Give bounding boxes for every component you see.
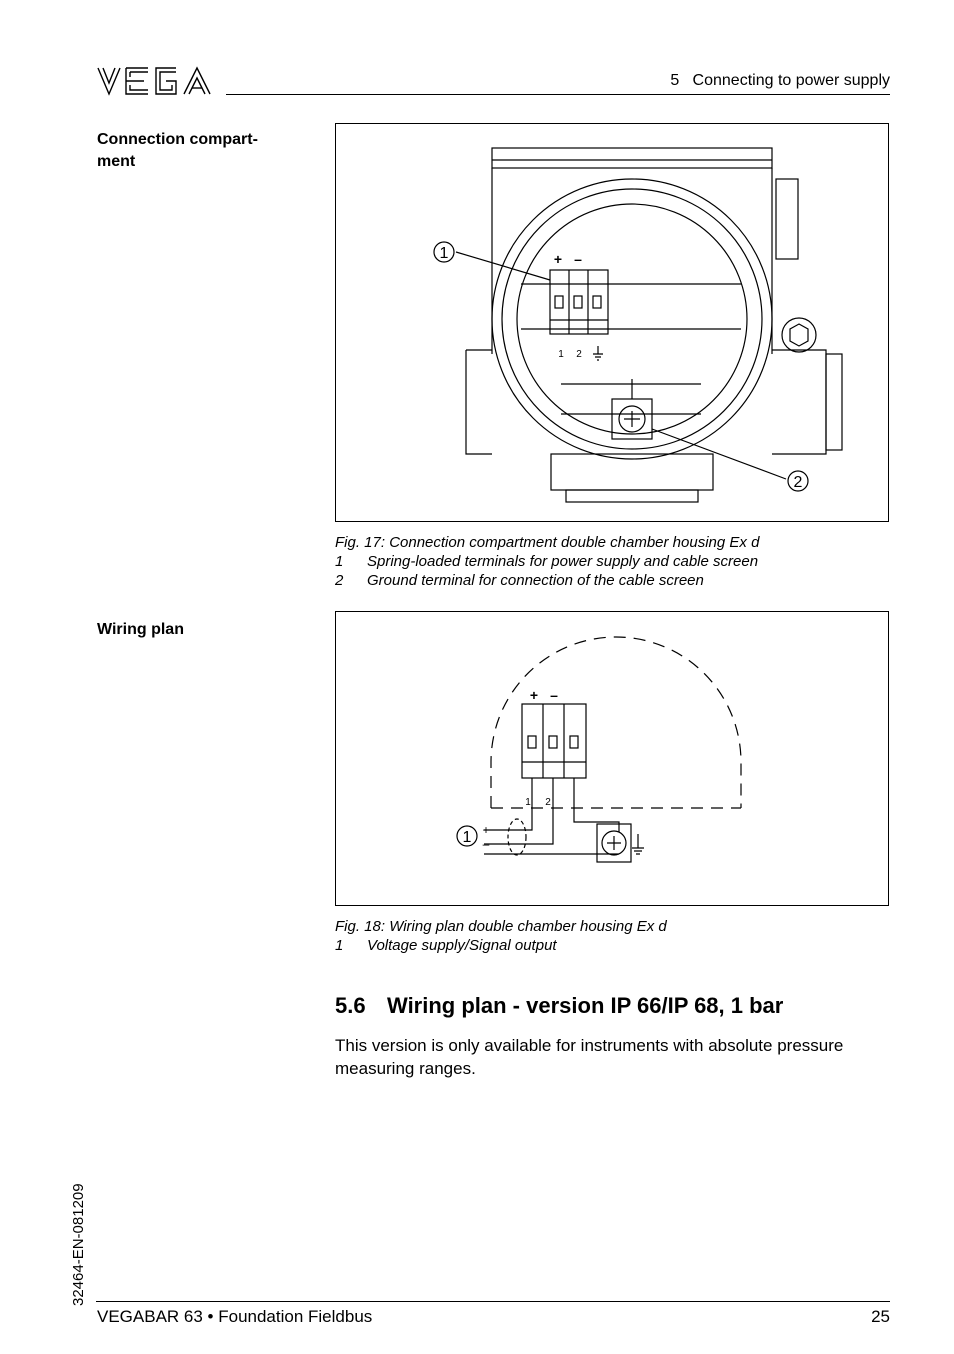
terminal-number-1: 1 [525, 797, 531, 808]
figure-17-legend-item: 1 Spring-loaded terminals for power supply and cable screen [335, 553, 759, 570]
figure-17-connection-compartment [335, 123, 889, 522]
section-number: 5.6 [335, 993, 366, 1018]
figure-18-caption: Fig. 18: Wiring plan double chamber housing Ex d [335, 918, 667, 935]
figure-18-wiring-plan [335, 611, 889, 906]
wiring-drawing [336, 612, 890, 907]
supply-minus-label: – [482, 837, 490, 851]
terminal-plus-label: + [529, 687, 539, 703]
terminal-number-1: 1 [558, 349, 564, 360]
page-number: 25 [871, 1307, 890, 1326]
section-body-text: This version is only available for instruments with absolute pressure measuring ranges. [335, 1036, 844, 1078]
terminal-minus-label: – [574, 251, 582, 267]
side-label-wiring-plan: Wiring plan [97, 621, 184, 638]
chapter-title: 5 Connecting to power supply [670, 72, 890, 89]
document-id-vertical: 32464-EN-081209 [70, 1183, 87, 1306]
terminal-minus-label: – [550, 687, 558, 703]
section-title: Wiring plan - version IP 66/IP 68, 1 bar [387, 993, 784, 1018]
section-heading [335, 993, 783, 1019]
figure-17-caption: Fig. 17: Connection compartment double chamber housing Ex d [335, 534, 760, 551]
terminal-plus-label: + [553, 251, 563, 267]
footer-rule [96, 1301, 890, 1302]
terminal-number-2: 2 [545, 797, 551, 808]
callout-2: 2 [793, 474, 803, 491]
supply-plus-label: + [482, 823, 490, 837]
terminal-number-2: 2 [576, 349, 582, 360]
housing-drawing [336, 124, 890, 523]
figure-17-legend-item: 2 Ground terminal for connection of the cable screen [335, 572, 704, 589]
side-label-connection-compartment: Connection compart- ment [97, 131, 258, 170]
callout-1: 1 [439, 245, 449, 262]
callout-1: 1 [462, 829, 472, 846]
figure-18-legend-item: 1 Voltage supply/Signal output [335, 937, 557, 954]
header-rule [226, 94, 890, 95]
vega-logo [96, 64, 214, 98]
footer-product: VEGABAR 63 • Foundation Fieldbus [97, 1307, 373, 1326]
